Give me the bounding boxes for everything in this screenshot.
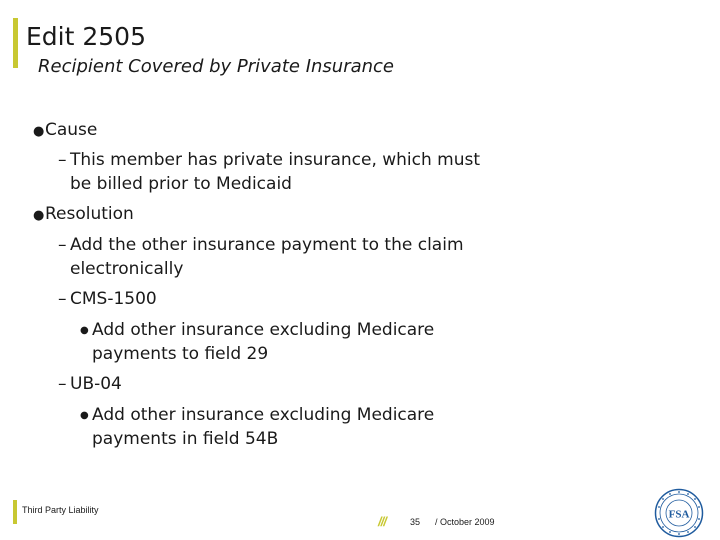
cms-detail-line-2: payments to field 29 xyxy=(92,344,269,364)
ub-detail-line-2: payments in field 54B xyxy=(92,429,279,449)
bullet-dot-icon: ● xyxy=(80,410,89,421)
fsa-seal-logo-icon xyxy=(654,488,704,538)
dash-icon: – xyxy=(58,235,67,255)
resolution-item-line-1: – Add the other insurance payment to the claim xyxy=(58,235,464,255)
ub-04-item: – UB-04 xyxy=(58,374,122,394)
page-number: 35 xyxy=(410,517,421,527)
dash-icon: – xyxy=(58,289,67,309)
slash-divider-icon: /// xyxy=(378,514,386,529)
footer-section-label: Third Party Liability xyxy=(22,505,99,515)
footer-date: / October 2009 xyxy=(435,517,495,527)
bullet-dot-icon: ● xyxy=(33,124,45,139)
dash-icon: – xyxy=(58,374,67,394)
cause-item-line-1: – This member has private insurance, which must xyxy=(58,150,481,170)
svg-text:FSA: FSA xyxy=(668,508,690,521)
footer-accent-bar xyxy=(13,500,17,524)
ub-detail-line-1: ● Add other insurance excluding Medicare xyxy=(80,403,434,428)
cms-detail-line-1: ● Add other insurance excluding Medicare xyxy=(80,318,434,343)
resolution-item-line-2: electronically xyxy=(70,259,184,279)
bullet-cause: ●Cause xyxy=(33,118,97,144)
slide-title: Edit 2505 xyxy=(26,22,146,51)
bullet-dot-icon: ● xyxy=(33,208,45,223)
bullet-dot-icon: ● xyxy=(80,325,89,336)
cause-item-line-2: be billed prior to Medicaid xyxy=(70,174,292,194)
slide-subtitle: Recipient Covered by Private Insurance xyxy=(38,56,395,77)
cms-1500-item: – CMS-1500 xyxy=(58,289,157,309)
bullet-resolution: ●Resolution xyxy=(33,202,134,228)
dash-icon: – xyxy=(58,150,67,170)
